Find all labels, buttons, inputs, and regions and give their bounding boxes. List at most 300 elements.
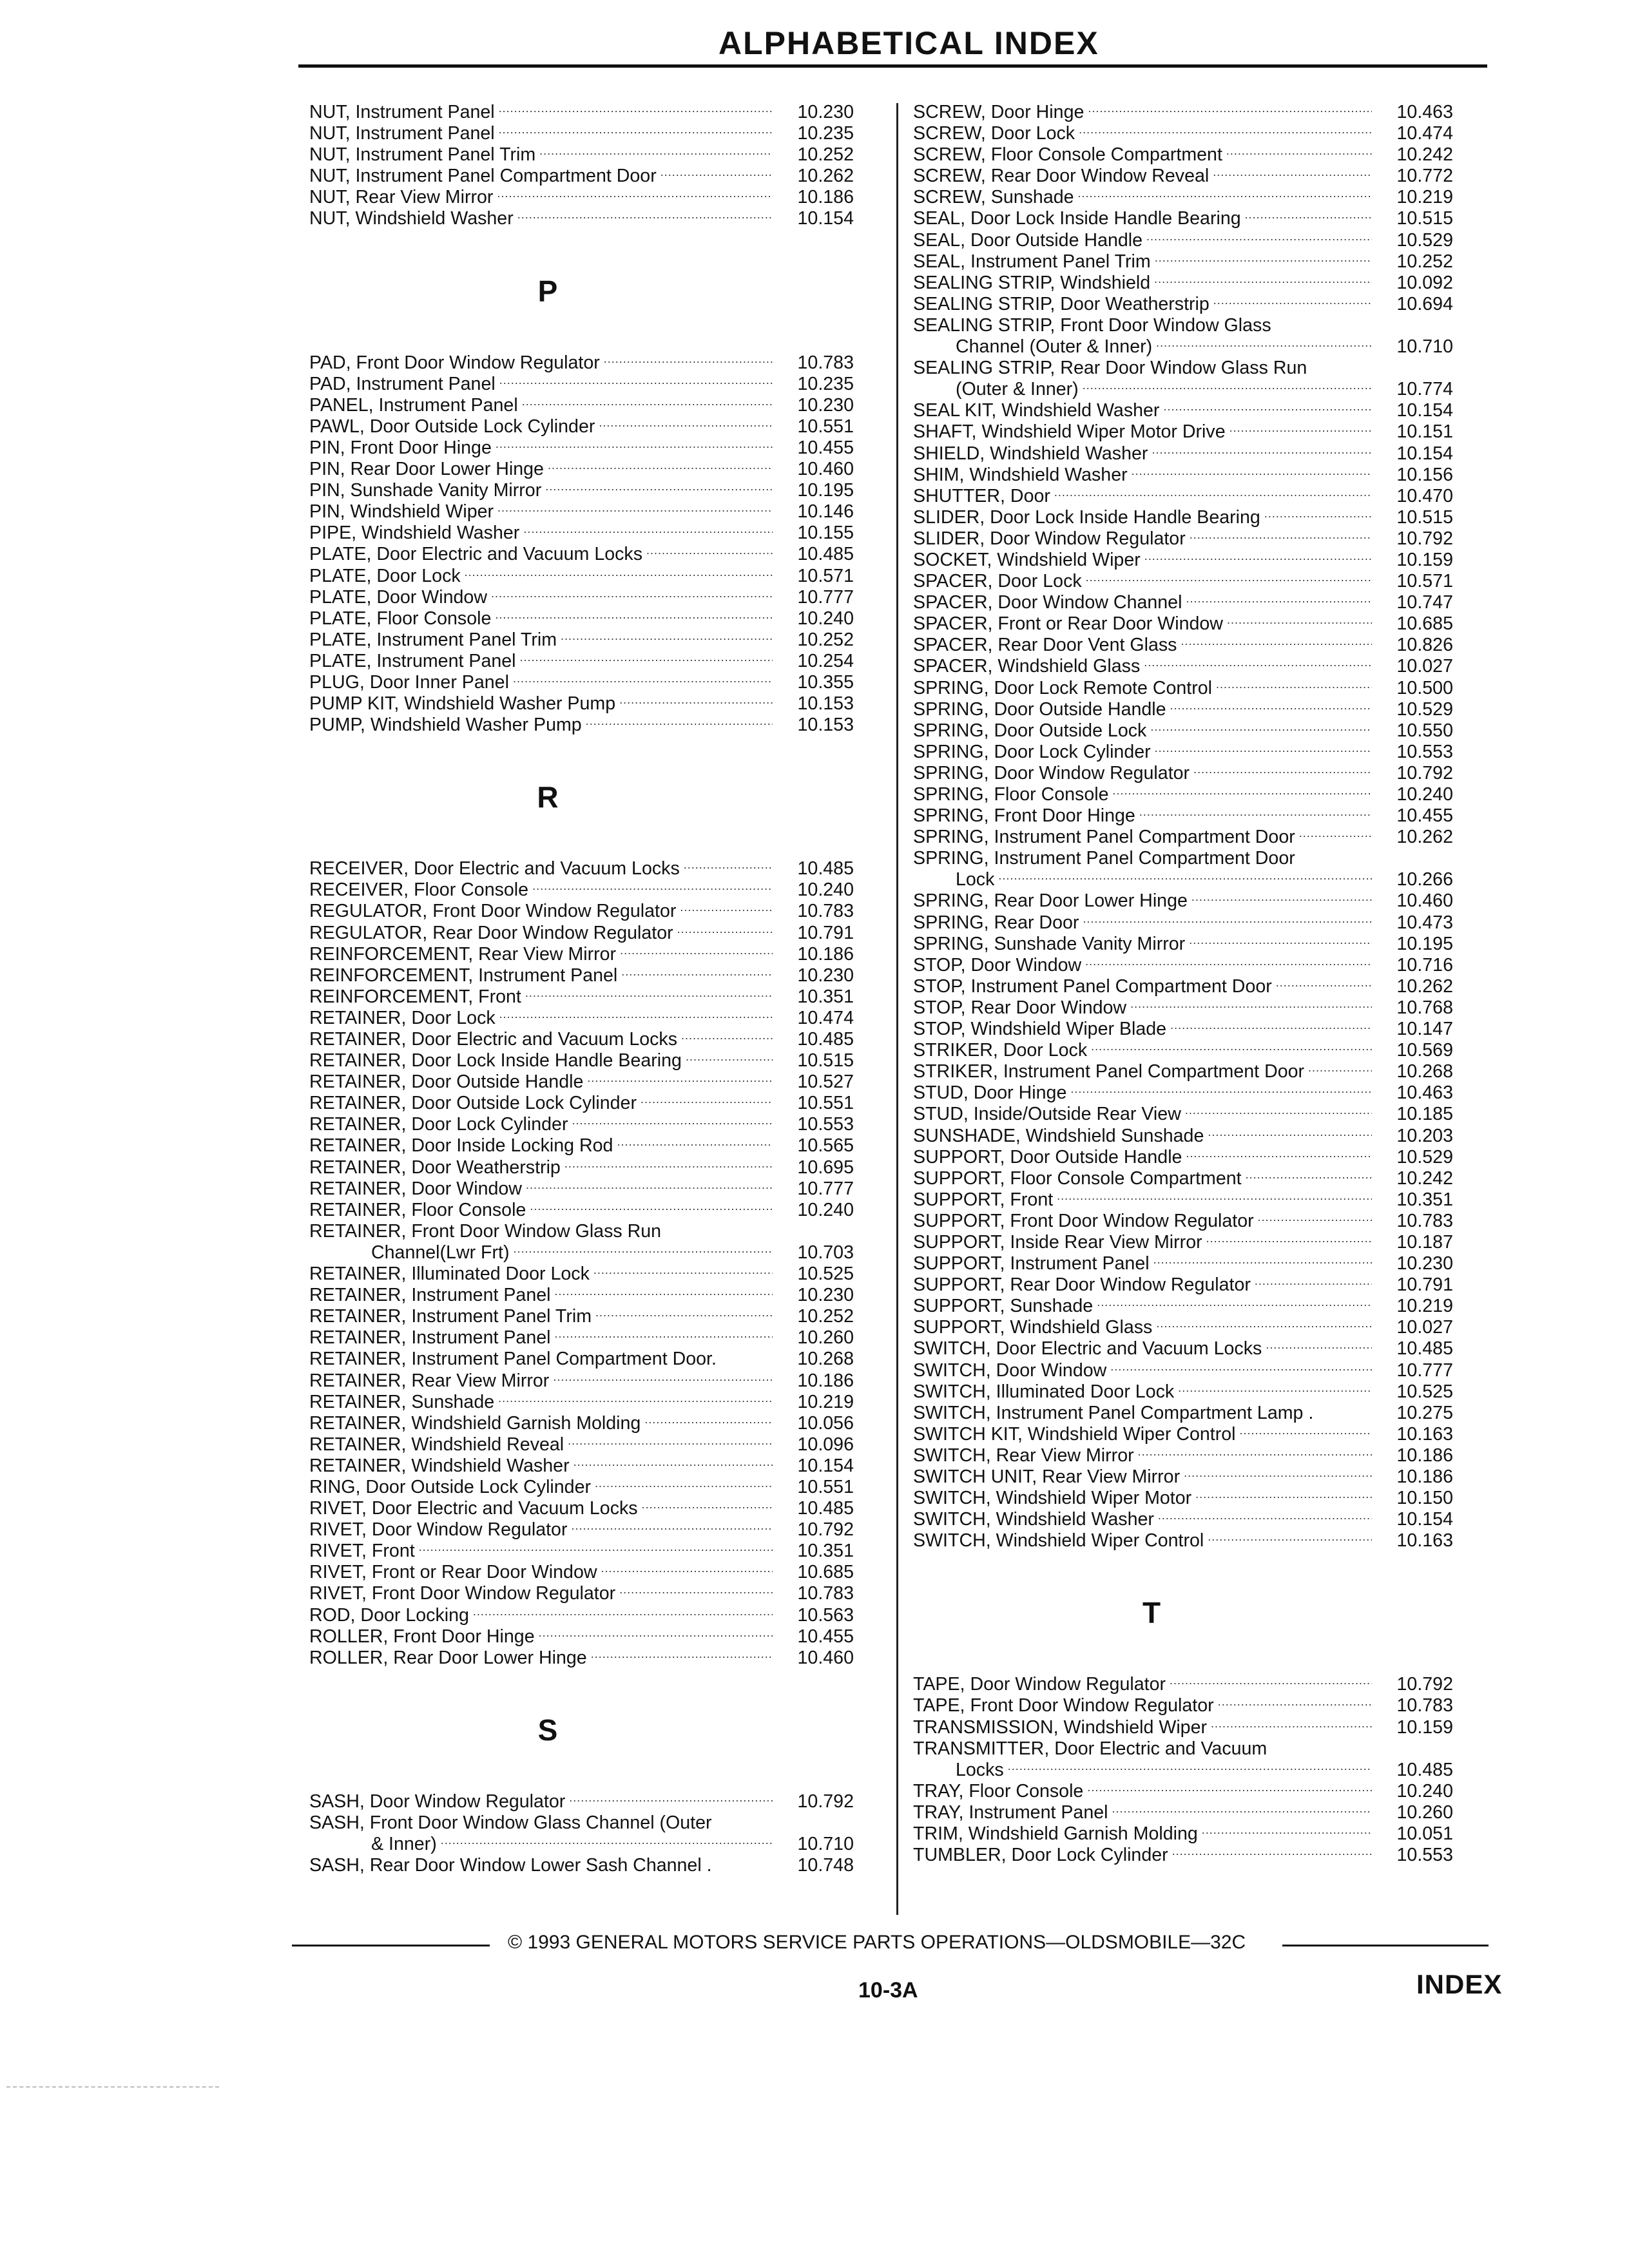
index-entry — [309, 437, 892, 459]
index-entry-label: REINFORCEMENT, Rear View Mirror — [309, 943, 617, 965]
index-entry — [309, 1264, 892, 1285]
dot-leader — [621, 965, 773, 982]
index-entry-reference: 10.027 — [1396, 656, 1453, 677]
index-entry — [309, 672, 892, 693]
dot-leader — [1097, 1296, 1372, 1312]
index-entry-reference: 10.230 — [1396, 1253, 1453, 1274]
index-entry — [913, 1360, 1493, 1381]
index-entry-reference: 10.203 — [1396, 1125, 1453, 1146]
index-entry-label: SOCKET, Windshield Wiper — [913, 549, 1141, 570]
index-entry-reference: 10.569 — [1396, 1040, 1453, 1061]
index-entry — [913, 997, 1493, 1019]
index-entry-reference: 10.154 — [1396, 443, 1453, 464]
index-entry-label: Locks — [956, 1759, 1004, 1780]
index-entry-reference: 10.351 — [797, 1541, 854, 1562]
index-entry-label: ROLLER, Rear Door Lower Hinge — [309, 1647, 587, 1668]
dot-leader — [548, 459, 773, 476]
index-entry — [913, 1104, 1493, 1125]
index-entry — [913, 720, 1493, 742]
index-entry-reference: 10.240 — [797, 1199, 854, 1220]
index-entry — [309, 1434, 892, 1456]
index-entry — [309, 544, 892, 565]
index-entry-label: SUPPORT, Inside Rear View Mirror — [913, 1231, 1202, 1253]
index-entry-label: SUPPORT, Sunshade — [913, 1296, 1094, 1317]
index-entry-reference: 10.747 — [1396, 592, 1453, 613]
dot-leader — [1078, 187, 1372, 204]
dot-leader — [681, 1029, 773, 1046]
index-entry-reference: 10.783 — [797, 352, 854, 373]
dot-leader — [587, 1072, 773, 1088]
dot-leader — [1155, 251, 1372, 268]
index-entry-label: STRIKER, Door Lock — [913, 1040, 1088, 1061]
index-entry — [309, 944, 892, 965]
index-entry — [913, 528, 1493, 550]
dot-leader — [1008, 1760, 1372, 1776]
index-entry — [309, 1626, 892, 1648]
index-entry-reference: 10.262 — [797, 166, 854, 187]
dot-leader — [495, 608, 773, 625]
dot-leader — [539, 144, 773, 161]
footer-rule-left — [292, 1945, 490, 1946]
index-entry-label: SCREW, Rear Door Window Reveal — [913, 166, 1210, 187]
index-entry-label: RETAINER, Door Inside Locking Rod — [309, 1135, 613, 1157]
dot-leader — [619, 1583, 773, 1600]
dot-leader — [1163, 400, 1372, 417]
index-entry-label: STUD, Inside/Outside Rear View — [913, 1104, 1181, 1125]
index-entry-reference: 10.056 — [797, 1412, 854, 1434]
index-entry-reference: 10.685 — [1396, 613, 1453, 635]
index-entry — [309, 166, 892, 187]
index-entry-reference: 10.485 — [797, 1029, 854, 1050]
index-entry-reference: 10.235 — [797, 373, 854, 394]
dot-leader — [1184, 1466, 1372, 1483]
footer-copyright: © 1993 GENERAL MOTORS SERVICE PARTS OPERATIONS—OLDSMOBILE—32C — [508, 1932, 1246, 1953]
dot-leader — [419, 1541, 773, 1557]
index-entry-reference: 10.485 — [797, 544, 854, 565]
index-entry-label: SPACER, Door Window Channel — [913, 592, 1182, 613]
index-entry-reference: 10.525 — [797, 1264, 854, 1285]
index-entry — [913, 294, 1493, 315]
index-entry-reference: 10.186 — [1396, 1466, 1453, 1487]
index-entry-label: NUT, Windshield Washer — [309, 208, 514, 229]
dot-leader — [1255, 1274, 1372, 1291]
dot-leader — [1113, 784, 1372, 801]
index-entry-label: STOP, Rear Door Window — [913, 997, 1127, 1018]
footer-rule-right — [1282, 1945, 1489, 1946]
index-entry — [309, 1242, 892, 1264]
index-entry-label: RIVET, Front — [309, 1541, 415, 1562]
index-entry-reference: 10.485 — [1396, 1759, 1453, 1780]
dot-leader — [1146, 230, 1372, 247]
index-entry-reference: 10.262 — [1396, 975, 1453, 997]
dot-leader — [1240, 1424, 1372, 1441]
index-entry-label: STOP, Windshield Wiper Blade — [913, 1019, 1167, 1040]
dot-leader — [574, 1456, 773, 1472]
index-entry — [309, 501, 892, 523]
dot-leader — [595, 1477, 773, 1494]
index-entry-reference: 10.163 — [1396, 1530, 1453, 1552]
dot-leader — [514, 1242, 773, 1259]
index-entry — [913, 507, 1493, 528]
section-letter: S — [537, 1713, 558, 1747]
dot-leader — [571, 1519, 773, 1536]
index-entry — [309, 608, 892, 629]
page-title: ALPHABETICAL INDEX — [718, 25, 1099, 61]
index-entry-reference: 10.777 — [797, 1178, 854, 1199]
index-entry-reference: 10.792 — [1396, 1674, 1453, 1695]
index-entry — [309, 1157, 892, 1178]
index-entry-label: RETAINER, Door Weatherstrip — [309, 1157, 561, 1178]
index-entry — [913, 421, 1493, 443]
index-entry-reference: 10.474 — [1396, 123, 1453, 144]
dot-leader — [1138, 1445, 1372, 1462]
index-entry-reference: 10.500 — [1396, 677, 1453, 698]
dot-leader — [555, 1327, 773, 1344]
index-entry-label: SCREW, Door Lock — [913, 123, 1075, 144]
index-entry — [913, 465, 1493, 486]
index-entry-reference: 10.219 — [797, 1391, 854, 1412]
index-entry — [913, 1317, 1493, 1338]
index-entry-reference: 10.146 — [797, 501, 854, 523]
index-entry — [309, 523, 892, 544]
index-entry — [309, 1648, 892, 1669]
index-entry-label: RIVET, Front or Rear Door Window — [309, 1562, 597, 1583]
dot-leader — [1087, 1781, 1372, 1798]
dot-leader — [555, 1285, 773, 1302]
index-entry-label: RETAINER, Instrument Panel Compartment Door. — [309, 1349, 717, 1370]
index-entry-label: REINFORCEMENT, Instrument Panel — [309, 965, 618, 986]
index-entry-label: TRAY, Floor Console — [913, 1780, 1084, 1802]
dot-leader — [1083, 379, 1372, 396]
index-entry-reference: 10.186 — [1396, 1445, 1453, 1466]
index-entry-label: PUMP KIT, Windshield Washer Pump — [309, 693, 616, 715]
index-entry — [913, 123, 1493, 144]
index-entry-heading: TRANSMITTER, Door Electric and Vacuum — [913, 1738, 1268, 1759]
dot-leader — [1206, 1232, 1372, 1249]
index-entry — [309, 1114, 892, 1135]
index-entry-label: RETAINER, Door Lock Cylinder — [309, 1114, 568, 1135]
index-entry — [309, 1135, 892, 1157]
index-entry-label: SHUTTER, Door — [913, 485, 1050, 506]
index-entry-label: SWITCH UNIT, Rear View Mirror — [913, 1466, 1181, 1487]
index-entry — [913, 1488, 1493, 1509]
index-entry — [309, 1285, 892, 1306]
dot-leader — [998, 869, 1372, 886]
dot-leader — [1189, 934, 1372, 950]
section-letter: T — [1142, 1596, 1161, 1630]
index-entry — [309, 1834, 892, 1855]
dot-leader — [1154, 273, 1372, 289]
index-entry-reference: 10.571 — [797, 565, 854, 586]
index-entry-reference: 10.240 — [797, 879, 854, 901]
dot-leader — [497, 187, 773, 204]
index-entry-reference: 10.515 — [1396, 506, 1453, 528]
page-number: 10-3A — [858, 1978, 918, 2003]
index-entry — [309, 1306, 892, 1327]
dot-leader — [617, 1135, 773, 1152]
index-entry — [913, 1466, 1493, 1488]
index-entry — [309, 1583, 892, 1604]
index-entry — [913, 656, 1493, 677]
index-entry-reference: 10.147 — [1396, 1019, 1453, 1040]
index-entry-label: RETAINER, Instrument Panel — [309, 1285, 551, 1306]
index-entry-reference: 10.515 — [797, 1050, 854, 1072]
index-entry-label: PAWL, Door Outside Lock Cylinder — [309, 416, 595, 437]
index-entry — [309, 352, 892, 374]
index-entry-reference: 10.515 — [1396, 208, 1453, 229]
index-entry-label: RETAINER, Door Outside Lock Cylinder — [309, 1093, 637, 1114]
index-entry-label: SPRING, Door Outside Lock — [913, 720, 1147, 741]
index-entry-label: RETAINER, Windshield Reveal — [309, 1434, 564, 1455]
dot-leader — [498, 1392, 773, 1408]
index-entry-reference: 10.242 — [1396, 144, 1453, 166]
index-entry — [913, 976, 1493, 997]
dot-leader — [1218, 1695, 1372, 1712]
index-entry-reference: 10.485 — [797, 858, 854, 879]
index-entry-reference: 10.051 — [1396, 1823, 1453, 1845]
index-entry-label: PAD, Instrument Panel — [309, 373, 496, 394]
index-entry-label: SEAL, Instrument Panel Trim — [913, 251, 1151, 272]
index-entry-label: PANEL, Instrument Panel — [309, 394, 518, 416]
index-entry-label: TAPE, Door Window Regulator — [913, 1674, 1166, 1695]
index-entry — [913, 336, 1493, 358]
dot-leader — [1195, 1488, 1372, 1504]
index-entry-label: (Outer & Inner) — [956, 379, 1079, 400]
index-entry-reference: 10.219 — [1396, 1296, 1453, 1317]
index-entry-reference: 10.159 — [1396, 549, 1453, 570]
index-entry-label: NUT, Rear View Mirror — [309, 187, 494, 208]
dot-leader — [1170, 1674, 1372, 1691]
index-entry-reference: 10.529 — [1396, 698, 1453, 720]
index-entry-reference: 10.460 — [797, 459, 854, 480]
index-entry — [913, 742, 1493, 763]
dot-leader — [1227, 613, 1372, 630]
index-entry-label: SPRING, Door Lock Cylinder — [913, 741, 1151, 762]
index-entry — [913, 592, 1493, 613]
index-entry-label: NUT, Instrument Panel — [309, 102, 495, 122]
index-entry-label: RIVET, Door Electric and Vacuum Locks — [309, 1498, 638, 1519]
index-entry-label: RETAINER, Illuminated Door Lock — [309, 1264, 590, 1285]
index-entry-reference: 10.154 — [1396, 400, 1453, 421]
dot-leader — [1246, 1168, 1372, 1185]
index-entry-reference: 10.826 — [1396, 635, 1453, 656]
index-entry-reference: 10.163 — [1396, 1423, 1453, 1445]
dot-leader — [539, 1626, 773, 1643]
index-entry — [913, 1760, 1493, 1781]
dot-leader — [513, 672, 773, 689]
index-entry — [913, 1674, 1493, 1695]
index-entry-reference: 10.551 — [797, 1476, 854, 1497]
index-entry-reference: 10.710 — [1396, 336, 1453, 358]
index-entry-label: SUPPORT, Front Door Window Regulator — [913, 1210, 1254, 1231]
dot-leader — [1083, 912, 1372, 929]
index-entry-reference: 10.252 — [1396, 251, 1453, 272]
index-entry — [309, 629, 892, 651]
index-entry — [913, 1126, 1493, 1147]
index-entry — [309, 1855, 892, 1876]
dot-leader — [595, 1306, 773, 1323]
dot-leader — [1186, 1147, 1372, 1164]
index-entry — [309, 901, 892, 922]
index-entry-label: RETAINER, Instrument Panel — [309, 1327, 551, 1349]
index-entry-label: SUPPORT, Door Outside Handle — [913, 1146, 1182, 1168]
index-entry — [309, 965, 892, 986]
index-entry — [309, 715, 892, 736]
dot-leader — [523, 523, 773, 539]
dot-leader — [1170, 1019, 1372, 1035]
index-entry — [913, 1061, 1493, 1082]
index-entry-label: & Inner) — [371, 1834, 437, 1854]
index-entry-label: SWITCH, Instrument Panel Compartment Lamp . — [913, 1402, 1314, 1423]
index-entry-reference: 10.571 — [1396, 571, 1453, 592]
title-rule — [298, 64, 1487, 68]
dot-leader — [1153, 1253, 1372, 1270]
index-entry-label: SPACER, Door Lock — [913, 571, 1082, 592]
index-entry — [309, 480, 892, 501]
index-entry-reference: 10.230 — [797, 965, 854, 986]
section-letter: R — [537, 780, 559, 814]
index-column-right — [913, 102, 1493, 1866]
index-entry-label: SEALING STRIP, Door Weatherstrip — [913, 293, 1210, 314]
index-entry-heading: SEALING STRIP, Front Door Window Glass — [913, 314, 1271, 336]
index-entry-label: PIN, Front Door Hinge — [309, 437, 492, 458]
dot-leader — [1130, 997, 1372, 1014]
index-entry-label: RETAINER, Windshield Washer — [309, 1455, 570, 1476]
dot-leader — [1258, 1211, 1372, 1227]
index-entry-label: TUMBLER, Door Lock Cylinder — [913, 1845, 1168, 1866]
dot-leader — [1086, 571, 1372, 588]
index-entry-label: Channel (Outer & Inner) — [956, 336, 1153, 358]
index-entry — [913, 827, 1493, 848]
index-entry — [913, 102, 1493, 123]
index-entry-reference: 10.154 — [797, 1455, 854, 1476]
index-entry-reference: 10.550 — [1396, 720, 1453, 741]
index-entry — [913, 1019, 1493, 1040]
index-entry — [913, 955, 1493, 976]
index-entry-label: RECEIVER, Door Electric and Vacuum Locks — [309, 858, 680, 879]
index-entry-reference: 10.351 — [1396, 1189, 1453, 1210]
index-entry — [913, 1189, 1493, 1211]
index-entry-label: SWITCH KIT, Windshield Wiper Control — [913, 1423, 1236, 1445]
index-entry-label: TAPE, Front Door Window Regulator — [913, 1695, 1214, 1716]
index-entry-label: PLATE, Door Electric and Vacuum Locks — [309, 544, 643, 565]
index-entry-label: RETAINER, Door Outside Handle — [309, 1072, 584, 1093]
index-entry-heading: SASH, Front Door Window Glass Channel (Outer — [309, 1812, 712, 1833]
dot-leader — [1213, 294, 1372, 311]
index-entry — [913, 1232, 1493, 1253]
index-entry-label: SPRING, Door Lock Remote Control — [913, 677, 1213, 698]
dot-leader — [473, 1605, 773, 1622]
index-entry — [309, 587, 892, 608]
dot-leader — [499, 374, 773, 390]
index-entry-label: PLUG, Door Inner Panel — [309, 671, 509, 693]
index-entry — [309, 395, 892, 416]
index-entry-label: PLATE, Floor Console — [309, 608, 492, 629]
index-entry-reference: 10.252 — [797, 629, 854, 650]
index-entry-reference: 10.460 — [797, 1647, 854, 1668]
index-entry-label: PIN, Sunshade Vanity Mirror — [309, 480, 542, 501]
index-entry-reference: 10.151 — [1396, 421, 1453, 443]
index-entry-label: RETAINER, Door Window — [309, 1178, 522, 1199]
dot-leader — [1276, 976, 1372, 993]
index-entry-reference: 10.252 — [797, 144, 854, 166]
index-entry-label: SUPPORT, Windshield Glass — [913, 1317, 1153, 1338]
index-entry-reference: 10.154 — [1396, 1509, 1453, 1530]
index-entry-label: REGULATOR, Front Door Window Regulator — [309, 901, 677, 922]
index-entry-label: SEAL KIT, Windshield Washer — [913, 400, 1160, 421]
index-entry — [913, 208, 1493, 229]
index-entry — [309, 1370, 892, 1392]
dot-leader — [572, 1114, 773, 1131]
index-entry — [309, 1519, 892, 1541]
index-entry — [309, 923, 892, 944]
dot-leader — [545, 480, 773, 497]
index-entry-reference: 10.463 — [1396, 102, 1453, 122]
index-entry — [913, 273, 1493, 294]
index-entry — [309, 1327, 892, 1349]
dot-leader — [1088, 102, 1372, 119]
dot-leader — [1054, 486, 1372, 503]
index-entry — [913, 678, 1493, 699]
dot-leader — [1202, 1823, 1372, 1840]
index-entry-label: SWITCH, Door Window — [913, 1360, 1107, 1381]
index-entry-reference: 10.474 — [797, 1007, 854, 1028]
dot-leader — [646, 544, 773, 561]
index-entry — [913, 912, 1493, 934]
index-entry-label: STOP, Door Window — [913, 954, 1082, 975]
index-entry-label: SPRING, Instrument Panel Compartment Door — [913, 827, 1295, 848]
index-entry — [309, 1605, 892, 1626]
dot-leader — [1070, 1082, 1372, 1099]
index-entry-label: SWITCH, Windshield Washer — [913, 1509, 1154, 1530]
index-entry-reference: 10.563 — [797, 1604, 854, 1626]
index-entry-label: SPRING, Sunshade Vanity Mirror — [913, 933, 1186, 954]
index-entry — [913, 379, 1493, 400]
index-entry — [913, 1802, 1493, 1823]
index-entry — [913, 1274, 1493, 1296]
index-entry-label: STOP, Instrument Panel Compartment Door — [913, 975, 1272, 997]
index-entry-label: SEALING STRIP, Windshield — [913, 272, 1151, 293]
index-entry — [309, 1498, 892, 1519]
index-entry-reference: 10.092 — [1396, 272, 1453, 293]
index-entry-label: RETAINER, Door Lock Inside Handle Bearing — [309, 1050, 682, 1072]
index-entry-reference: 10.154 — [797, 208, 854, 229]
index-entry-label: SPACER, Rear Door Vent Glass — [913, 635, 1177, 656]
index-entry-reference: 10.777 — [797, 586, 854, 608]
index-entry-label: SWITCH, Rear View Mirror — [913, 1445, 1134, 1466]
dot-leader — [641, 1093, 773, 1110]
index-entry-label: PIPE, Windshield Washer — [309, 523, 520, 544]
dot-leader — [1110, 1360, 1372, 1377]
index-entry-reference: 10.685 — [797, 1562, 854, 1583]
dot-leader — [1144, 656, 1372, 673]
index-entry-reference: 10.230 — [797, 102, 854, 122]
index-entry-reference: 10.185 — [1396, 1104, 1453, 1125]
index-entry-label: REGULATOR, Rear Door Window Regulator — [309, 922, 673, 943]
index-entry — [309, 858, 892, 879]
index-entry-reference: 10.473 — [1396, 912, 1453, 933]
index-entry — [913, 400, 1493, 421]
index-entry — [309, 144, 892, 166]
index-entry-reference: 10.772 — [1396, 166, 1453, 187]
index-entry-label: SPRING, Rear Door Lower Hinge — [913, 890, 1188, 912]
section-letter: P — [537, 274, 558, 308]
index-entry-reference: 10.792 — [1396, 762, 1453, 783]
index-entry-reference: 10.254 — [797, 650, 854, 671]
index-entry — [309, 1200, 892, 1221]
dot-leader — [1085, 955, 1372, 972]
index-entry-label: Channel(Lwr Frt) — [371, 1242, 510, 1263]
